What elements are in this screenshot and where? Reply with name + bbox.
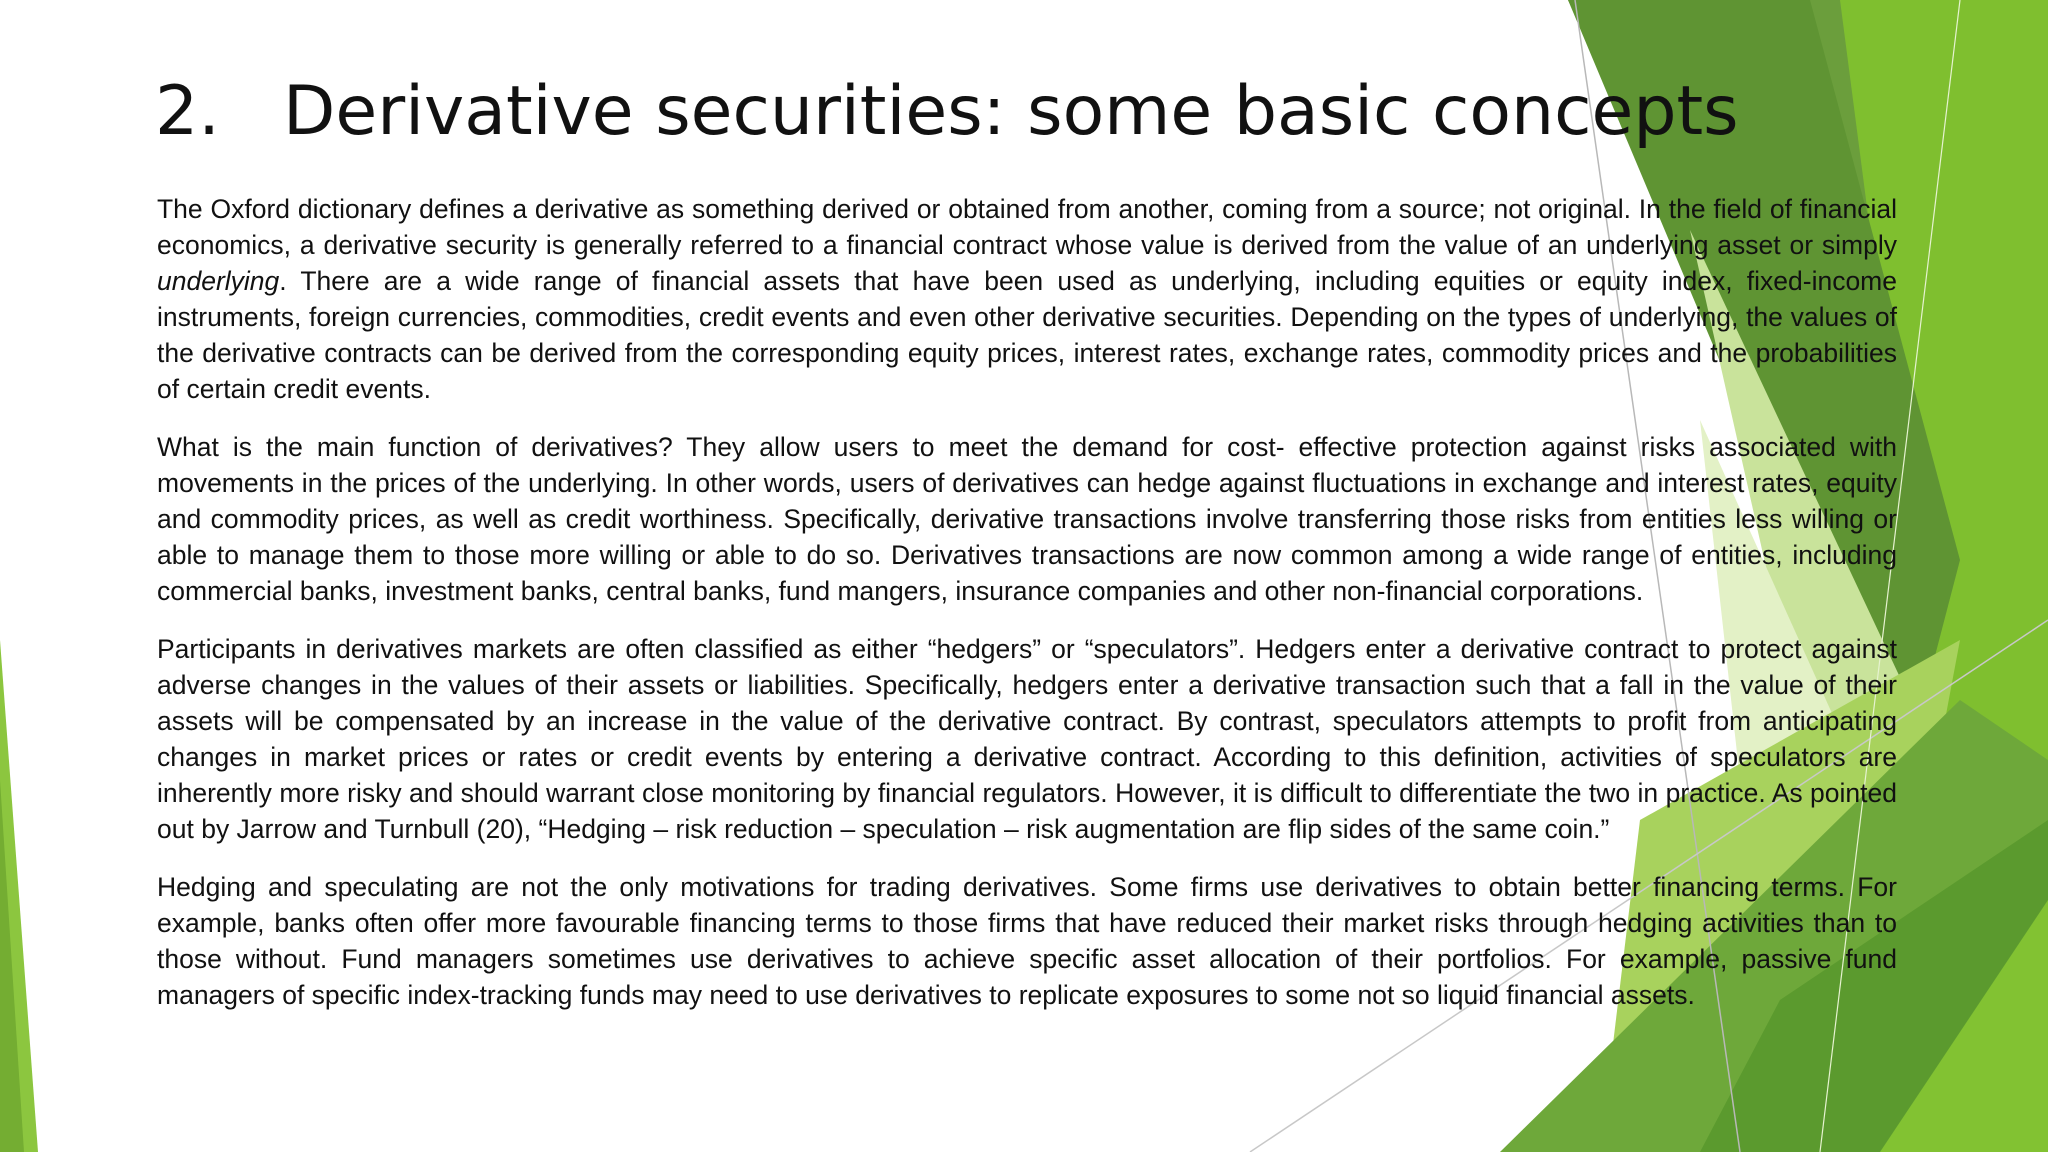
paragraph-function: What is the main function of derivatives? They allow users to meet the demand for cost- effective protection against risks associated with movements in the prices of the underlying. In other words, users of derivatives can hedge against fluctuations in exchange and interest rates, equity and commodity prices, as well as credit worthiness. Specifically, derivative transactions involve transferring those risks from entities less willing or able to manage them to those more willing or able to do so. Derivatives transactions are now common among a wide range of entities, including commercial banks, investment banks, central banks, fund mangers, insurance companies and other non-financial corporations.	[157, 432, 1897, 606]
paragraph-definition-part1: The Oxford dictionary defines a derivative as something derived or obtained from another, coming from a source; not original. In the field of financial economics, a derivative security is generally referred to a financial contract whose value is derived from the value of an underlying asset or simply	[157, 194, 1897, 260]
slide-title	[155, 68, 1739, 156]
title-text: Derivative securities: some basic concepts	[283, 72, 1739, 151]
paragraph-definition-part2: . There are a wide range of financial assets that have been used as underlying, including equities or equity index, fixed-income instruments, foreign currencies, commodities, credit events and even other derivative securities. Depending on the types of underlying, the values of the derivative contracts can be derived from the corresponding equity prices, interest rates, exchange rates, commodity prices and the probabilities of certain credit events.	[157, 266, 1897, 404]
slide-body	[157, 191, 1897, 1035]
paragraph-definition-italic: underlying	[157, 266, 280, 296]
paragraph-motivations: Hedging and speculating are not the only motivations for trading derivatives. Some firms use derivatives to obtain better financing terms. For example, banks often offer more favourable financing terms to those firms that have reduced their market risks through hedging activities than to those without. Fund managers sometimes use derivatives to achieve specific asset allocation of their portfolios. For example, passive fund managers of specific index-tracking funds may need to use derivatives to replicate exposures to some not so liquid financial assets.	[157, 872, 1897, 1010]
title-number: 2.	[155, 72, 220, 151]
paragraph-definition	[157, 191, 1897, 407]
paragraph-participants: Participants in derivatives markets are often classified as either “hedgers” or “speculators”. Hedgers enter a derivative contract to protect against adverse changes in the values of their assets or liabilities. Specifically, hedgers enter a derivative transaction such that a fall in the value of their assets will be compensated by an increase in the value of the derivative contract. By contrast, speculators attempts to profit from anticipating changes in market prices or rates or credit events by entering a derivative contract. According to this definition, activities of speculators are inherently more risky and should warrant close monitoring by financial regulators. However, it is difficult to differentiate the two in practice. As pointed out by Jarrow and Turnbull (20), “Hedging – risk reduction – speculation – risk augmentation are flip sides of the same coin.”	[157, 634, 1897, 844]
